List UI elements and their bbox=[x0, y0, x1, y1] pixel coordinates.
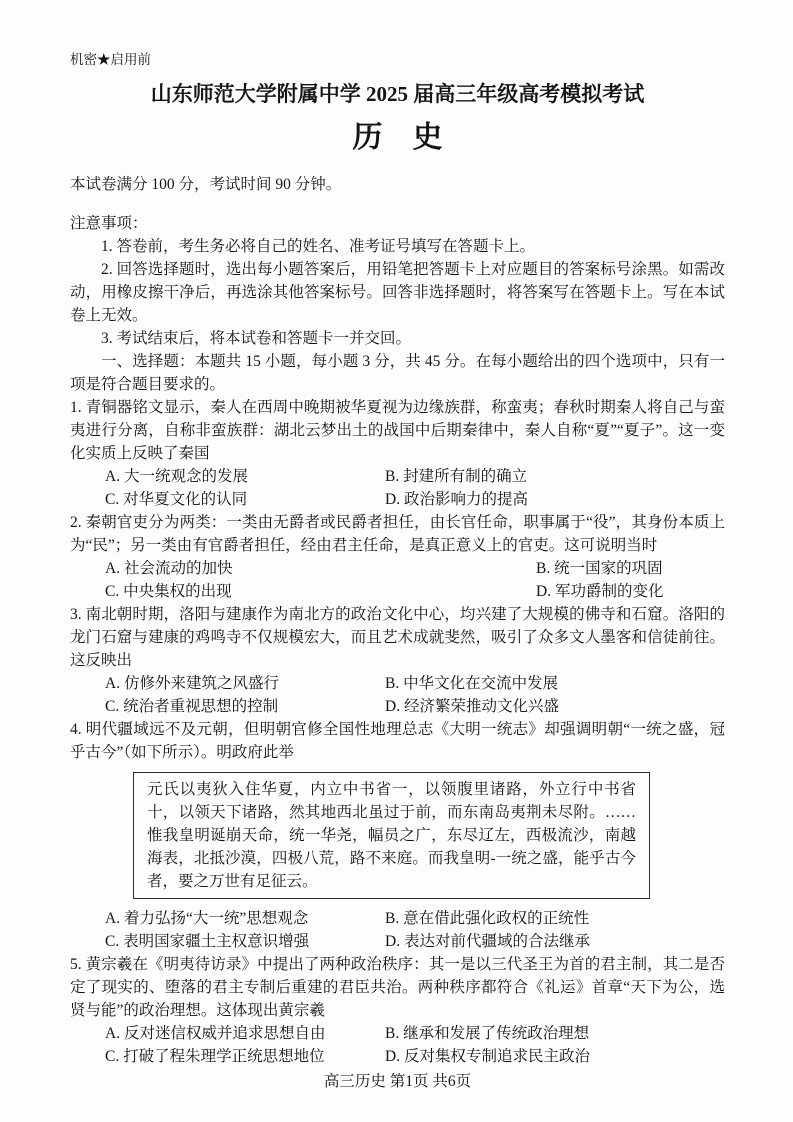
question-1-stem: 1. 青铜器铭文显示，秦人在西周中晚期被华夏视为边缘族群，称蛮夷；春秋时期秦人将自己与蛮夷进行分离，自称非蛮族群：湖北云梦出土的战国中后期秦律中，秦人自称“夏”“夏子”。这一变化实质上反映了秦国 bbox=[70, 399, 725, 462]
question-4 bbox=[70, 718, 725, 953]
question-5-option-d: D. 反对集权专制追求民主政治 bbox=[385, 1048, 590, 1065]
question-1 bbox=[70, 396, 725, 511]
question-3-option-d: D. 经济繁荣推动文化兴盛 bbox=[385, 698, 559, 715]
option-row bbox=[105, 1045, 725, 1068]
question-5-options bbox=[105, 1022, 725, 1068]
question-5-option-a: A. 反对迷信权威并追求思想自由 bbox=[105, 1025, 326, 1042]
question-2-stem: 2. 秦朝官吏分为两类：一类由无爵者或民爵者担任，由长官任命，职事属于“役”，其身份本质上为“民”；另一类由有官爵者担任，经由君主任命，是真正意义上的官吏。这可说明当时 bbox=[70, 514, 725, 554]
question-1-option-c: C. 对华夏文化的认同 bbox=[105, 491, 248, 508]
option-row bbox=[105, 580, 725, 603]
question-2-option-c: C. 中央集权的出现 bbox=[105, 583, 232, 600]
question-1-option-b: B. 封建所有制的确立 bbox=[385, 468, 528, 485]
notice-item-2: 2. 回答选择题时，选出每小题答案后，用铅笔把答题卡上对应题目的答案标号涂黑。如需改动，用橡皮擦干净后，再选涂其他答案标号。回答非选择题时，将答案写在答题卡上。写在本试卷上无效。 bbox=[70, 261, 725, 324]
question-5-stem: 5. 黄宗羲在《明夷待访录》中提出了两种政治秩序：其一是以三代圣王为首的君主制，其二是否定了现实的、堕落的君主专制后重建的君臣共治。两种秩序都符合《礼运》首章“天下为公，选贤与能”的政治理想。这体现出黄宗羲 bbox=[70, 956, 725, 1019]
section-heading: 一、选择题：本题共 15 小题，每小题 3 分，共 45 分。在每小题给出的四个选项中，只有一项是符合题目要求的。 bbox=[70, 353, 725, 393]
question-3-stem: 3. 南北朝时期，洛阳与建康作为南北方的政治文化中心，均兴建了大规模的佛寺和石窟。洛阳的龙门石窟与建康的鸡鸣寺不仅规模宏大，而且艺术成就斐然，吸引了众多文人墨客和信徒前往。这反映出 bbox=[70, 606, 725, 669]
exam-info: 本试卷满分 100 分，考试时间 90 分钟。 bbox=[70, 176, 342, 193]
question-4-option-c: C. 表明国家疆土主权意识增强 bbox=[105, 933, 310, 950]
option-row bbox=[105, 695, 725, 718]
question-3-options bbox=[105, 672, 725, 718]
question-1-options bbox=[105, 465, 725, 511]
question-5 bbox=[70, 953, 725, 1068]
question-4-source-quote: 元氏以夷狄入住华夏，内立中书省一，以领腹里诸路，外立行中书省十，以领天下诸路，然其地西北虽过于前，而东南岛夷荆未尽附。……惟我皇明诞崩天命，统一华尧，幅员之广，东尽辽左，西极流沙，南越海表，北抵沙漠，四极八荒，路不来庭。而我皇明-一统之盛，能乎古今者，要之万世有足征云。 bbox=[147, 781, 636, 890]
question-4-stem: 4. 明代疆域远不及元朝，但明朝官修全国性地理总志《大明一统志》却强调明朝“一统之盛，冠乎古今”（如下所示）。明政府此举 bbox=[70, 721, 725, 761]
question-2 bbox=[70, 511, 725, 603]
option-row bbox=[105, 557, 725, 580]
subject-title: 历 史 bbox=[352, 121, 443, 154]
question-3-option-b: B. 中华文化在交流中发展 bbox=[385, 675, 559, 692]
question-2-option-a: A. 社会流动的加快 bbox=[105, 560, 233, 577]
question-3-option-c: C. 统治者重视思想的控制 bbox=[105, 698, 279, 715]
page-footer: 高三历史 第1页 共6页 bbox=[323, 1073, 472, 1090]
option-row bbox=[105, 1022, 725, 1045]
question-1-option-d: D. 政治影响力的提高 bbox=[385, 491, 528, 508]
question-1-option-a: A. 大一统观念的发展 bbox=[105, 468, 248, 485]
question-4-source-quote-box bbox=[133, 772, 650, 899]
exam-title: 山东师范大学附属中学 2025 届高三年级高考模拟考试 bbox=[150, 82, 645, 106]
question-5-option-b: B. 继承和发展了传统政治理想 bbox=[385, 1025, 590, 1042]
notice-item-1: 1. 答卷前，考生务必将自己的姓名、准考证号填写在答题卡上。 bbox=[101, 238, 536, 255]
option-row bbox=[105, 930, 725, 953]
option-row bbox=[105, 488, 725, 511]
question-2-option-d: D. 军功爵制的变化 bbox=[536, 583, 664, 600]
notices-heading: 注意事项： bbox=[70, 215, 148, 232]
option-row bbox=[105, 672, 725, 695]
question-4-option-d: D. 表达对前代疆域的合法继承 bbox=[385, 933, 590, 950]
question-4-option-a: A. 着力弘扬“大一统”思想观念 bbox=[105, 910, 309, 927]
classification-label: 机密★启用前 bbox=[70, 52, 151, 67]
notice-item-3: 3. 考试结束后，将本试卷和答题卡一并交回。 bbox=[101, 330, 412, 347]
question-2-option-b: B. 统一国家的巩固 bbox=[536, 560, 663, 577]
question-4-option-b: B. 意在借此强化政权的正统性 bbox=[385, 910, 590, 927]
question-4-options bbox=[105, 907, 725, 953]
question-3-option-a: A. 仿修外来建筑之风盛行 bbox=[105, 675, 279, 692]
question-5-option-c: C. 打破了程朱理学正统思想地位 bbox=[105, 1048, 325, 1065]
question-2-options bbox=[105, 557, 725, 603]
option-row bbox=[105, 465, 725, 488]
option-row bbox=[105, 907, 725, 930]
question-3 bbox=[70, 603, 725, 718]
